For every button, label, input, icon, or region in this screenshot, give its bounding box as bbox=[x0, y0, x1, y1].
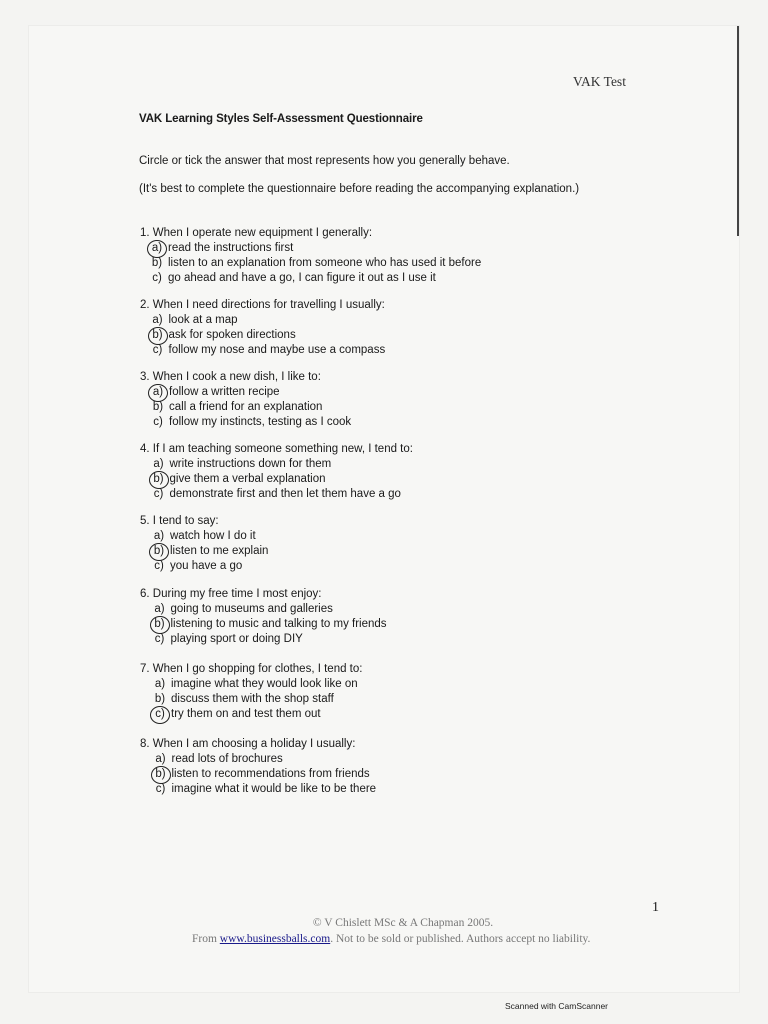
option-letter: a) bbox=[152, 314, 163, 326]
answer-option[interactable] bbox=[152, 782, 377, 797]
option-letter: c) bbox=[153, 488, 164, 500]
option-text: discuss them with the shop staff bbox=[171, 693, 334, 705]
copyright-line: © V Chislett MSc & A Chapman 2005. bbox=[312, 917, 494, 929]
option-letter: c) bbox=[155, 783, 166, 795]
option-text: listen to recommendations from friends bbox=[171, 768, 370, 780]
question-block bbox=[140, 587, 387, 647]
option-text: watch how I do it bbox=[170, 530, 256, 542]
option-letter: a) bbox=[150, 385, 166, 400]
option-text: go ahead and have a go, I can figure it out as I use it bbox=[168, 272, 436, 284]
answer-option[interactable] bbox=[148, 241, 481, 256]
answer-option[interactable] bbox=[149, 343, 386, 358]
question-stem: 6. During my free time I most enjoy: bbox=[140, 588, 322, 600]
option-text: ask for spoken directions bbox=[168, 329, 296, 341]
question-stem: 7. When I go shopping for clothes, I tend to: bbox=[140, 663, 363, 675]
source-prefix: From bbox=[192, 933, 220, 945]
answer-option[interactable] bbox=[151, 602, 387, 617]
question-block bbox=[140, 514, 268, 574]
answer-option[interactable] bbox=[148, 271, 481, 286]
question-stem: 8. When I am choosing a holiday I usually: bbox=[140, 738, 356, 750]
question-stem: 3. When I cook a new dish, I like to: bbox=[140, 371, 321, 383]
question-block bbox=[140, 298, 385, 358]
option-letter: b) bbox=[151, 257, 163, 269]
option-letter: b) bbox=[151, 544, 167, 559]
answer-option[interactable] bbox=[152, 767, 377, 782]
header-test-label: VAK Test bbox=[573, 74, 626, 89]
answer-option[interactable] bbox=[150, 529, 268, 544]
answer-option[interactable] bbox=[149, 313, 386, 328]
answer-option[interactable] bbox=[150, 544, 268, 559]
option-letter: c) bbox=[152, 272, 162, 284]
option-letter: a) bbox=[153, 458, 164, 470]
option-letter: c) bbox=[152, 707, 168, 722]
question-stem: 2. When I need directions for travelling I usually: bbox=[140, 299, 385, 311]
answer-option[interactable] bbox=[149, 328, 386, 343]
option-text: imagine what they would look like on bbox=[171, 678, 358, 690]
question-block bbox=[140, 442, 413, 502]
source-suffix: . Not to be sold or published. Authors accept no liability. bbox=[330, 933, 591, 945]
option-text: read lots of brochures bbox=[171, 753, 283, 765]
answer-option[interactable] bbox=[149, 415, 351, 430]
option-text: call a friend for an explanation bbox=[169, 401, 323, 413]
question-stem: 1. When I operate new equipment I generally: bbox=[140, 227, 373, 239]
camscanner-watermark: Scanned with CamScanner bbox=[505, 1001, 609, 1011]
option-text: try them on and test them out bbox=[171, 708, 321, 720]
option-text: read the instructions first bbox=[168, 242, 294, 254]
option-text: follow my nose and maybe use a compass bbox=[168, 344, 386, 356]
option-letter: b) bbox=[154, 693, 166, 705]
instruction-line: Circle or tick the answer that most represents how you generally behave. bbox=[139, 155, 510, 167]
answer-option[interactable] bbox=[148, 256, 481, 271]
answer-option[interactable] bbox=[149, 400, 351, 415]
option-text: listen to me explain bbox=[170, 545, 269, 557]
question-block bbox=[140, 737, 376, 797]
option-letter: a) bbox=[149, 241, 165, 256]
answer-option[interactable] bbox=[150, 472, 413, 487]
option-letter: a) bbox=[154, 603, 165, 615]
question-block bbox=[140, 370, 351, 430]
page-title: VAK Learning Styles Self-Assessment Questionnaire bbox=[139, 113, 423, 125]
instruction-note: (It's best to complete the questionnaire before reading the accompanying explanation.) bbox=[139, 183, 580, 195]
option-letter: a) bbox=[153, 530, 165, 542]
option-letter: a) bbox=[155, 753, 166, 765]
option-text: going to museums and galleries bbox=[170, 603, 333, 615]
answer-option[interactable] bbox=[150, 457, 413, 472]
option-text: follow my instincts, testing as I cook bbox=[169, 416, 352, 428]
option-letter: c) bbox=[152, 344, 163, 356]
option-letter: b) bbox=[152, 617, 168, 632]
page-number: 1 bbox=[652, 900, 659, 915]
question-stem: 5. I tend to say: bbox=[140, 515, 219, 527]
answer-option[interactable] bbox=[151, 632, 387, 647]
option-letter: b) bbox=[151, 472, 167, 487]
answer-option[interactable] bbox=[152, 752, 377, 767]
question-stem: 4. If I am teaching someone something new, I tend to: bbox=[140, 443, 413, 455]
option-text: listen to an explanation from someone who has used it before bbox=[168, 257, 482, 269]
option-text: you have a go bbox=[170, 560, 243, 572]
option-letter: c) bbox=[154, 633, 165, 645]
option-letter: a) bbox=[154, 678, 166, 690]
option-text: imagine what it would be like to be there bbox=[171, 783, 377, 795]
answer-option[interactable] bbox=[151, 707, 362, 722]
option-letter: b) bbox=[153, 767, 169, 782]
document-page bbox=[29, 26, 739, 992]
answer-option[interactable] bbox=[150, 487, 413, 502]
option-letter: c) bbox=[153, 416, 163, 428]
option-text: follow a written recipe bbox=[169, 386, 280, 398]
option-text: give them a verbal explanation bbox=[169, 473, 326, 485]
page-edge-shadow bbox=[737, 26, 739, 236]
option-text: playing sport or doing DIY bbox=[170, 633, 303, 645]
businessballs-link[interactable]: www.businessballs.com bbox=[219, 933, 331, 945]
question-block bbox=[140, 226, 481, 286]
answer-option[interactable] bbox=[151, 692, 362, 707]
option-text: listening to music and talking to my friends bbox=[170, 618, 387, 630]
option-letter: b) bbox=[150, 328, 166, 343]
source-line bbox=[192, 933, 590, 945]
option-text: write instructions down for them bbox=[169, 458, 332, 470]
option-letter: b) bbox=[152, 401, 164, 413]
answer-option[interactable] bbox=[151, 677, 362, 692]
answer-option[interactable] bbox=[151, 617, 387, 632]
option-text: look at a map bbox=[168, 314, 238, 326]
option-text: demonstrate first and then let them have a go bbox=[169, 488, 401, 500]
answer-option[interactable] bbox=[149, 385, 351, 400]
option-letter: c) bbox=[154, 560, 164, 572]
question-block bbox=[140, 662, 362, 722]
answer-option[interactable] bbox=[150, 559, 268, 574]
